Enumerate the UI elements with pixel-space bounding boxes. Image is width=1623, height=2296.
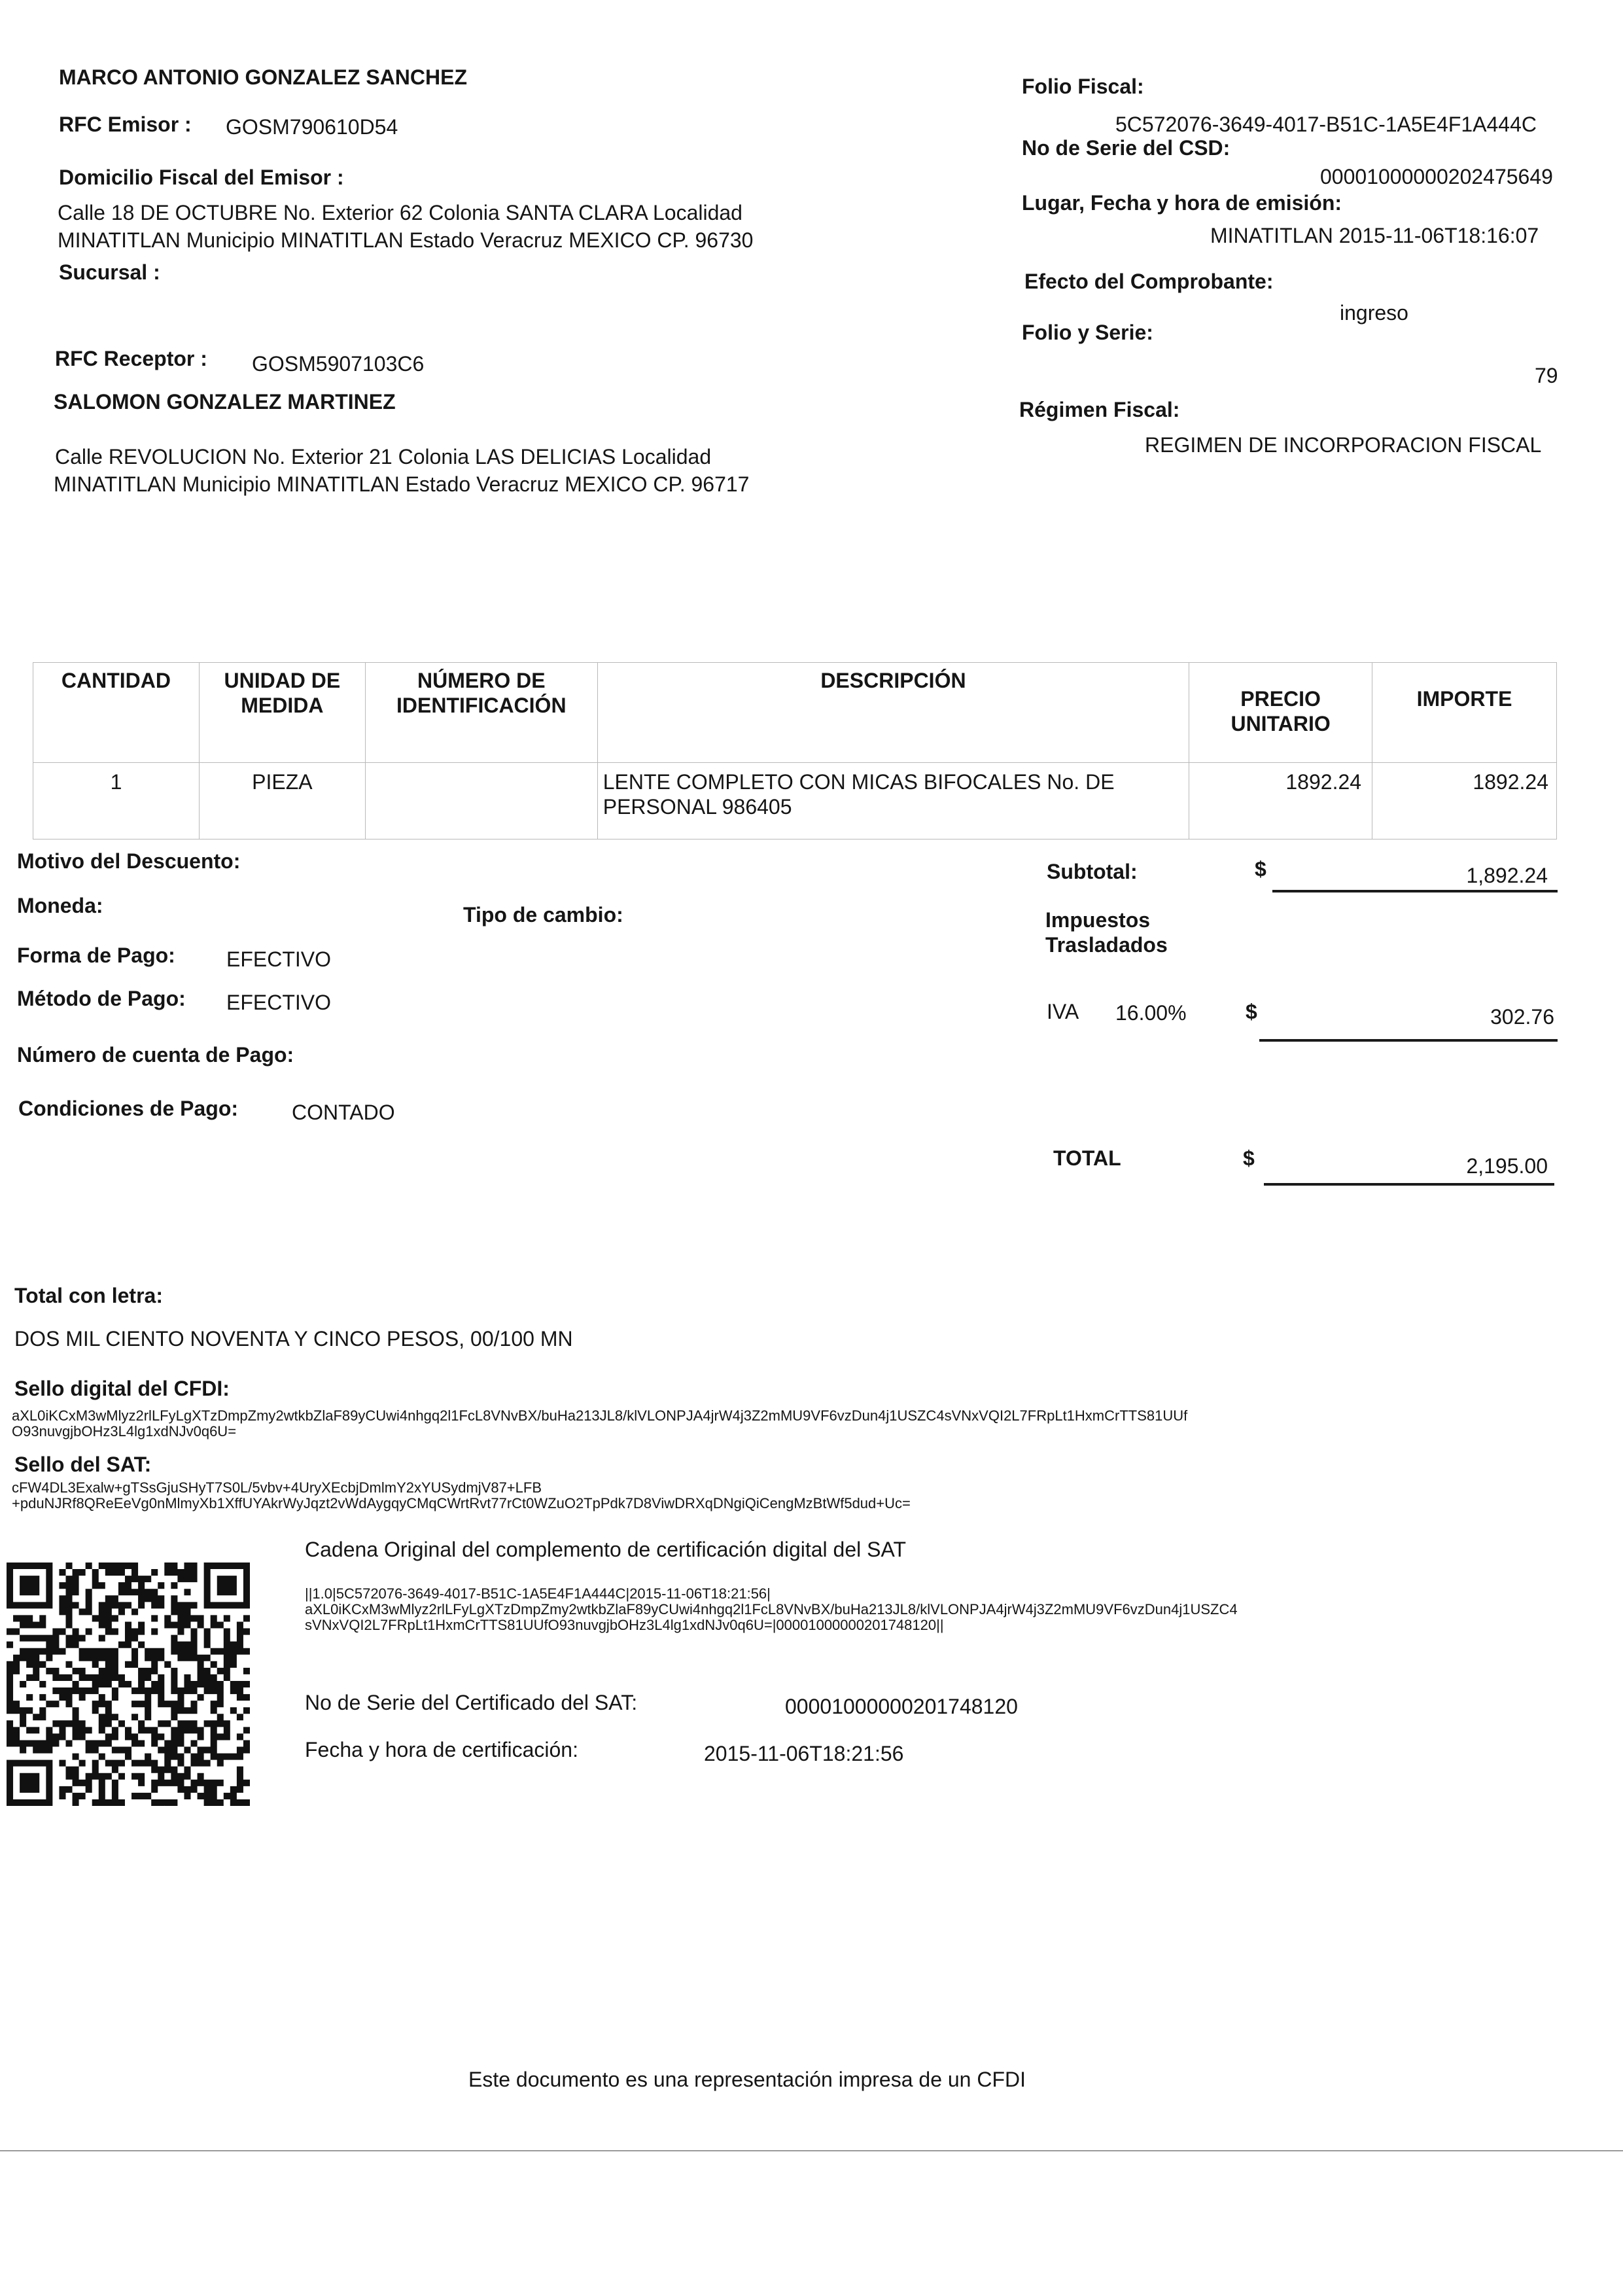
domicilio-emisor-label: Domicilio Fiscal del Emisor : (59, 166, 344, 189)
serie-certificado-sat-label: No de Serie del Certificado del SAT: (305, 1691, 638, 1714)
header-cantidad: CANTIDAD (33, 663, 200, 763)
subtotal-value: 1,892.24 (1466, 864, 1548, 887)
lugar-fecha-label: Lugar, Fecha y hora de emisión: (1022, 191, 1342, 215)
total-underline (1264, 1183, 1554, 1186)
rfc-receptor-value: GOSM5907103C6 (252, 352, 425, 376)
cell-numero (365, 763, 597, 839)
efecto-label: Efecto del Comprobante: (1024, 270, 1274, 293)
rfc-receptor-label: RFC Receptor : (55, 347, 207, 370)
emisor-nombre: MARCO ANTONIO GONZALEZ SANCHEZ (59, 65, 467, 89)
header-precio: PRECIO UNITARIO (1189, 663, 1372, 763)
condiciones-pago-label: Condiciones de Pago: (18, 1097, 239, 1120)
regimen-value: REGIMEN DE INCORPORACION FISCAL (1145, 433, 1542, 457)
serie-certificado-sat-value: 00001000000201748120 (785, 1695, 1018, 1718)
descripcion-line1: LENTE COMPLETO CON MICAS BIFOCALES No. DE (602, 770, 1115, 794)
total-label: TOTAL (1053, 1146, 1121, 1170)
folio-fiscal-value: 5C572076-3649-4017-B51C-1A5E4F1A444C (1115, 113, 1537, 136)
table-row (33, 763, 1557, 839)
descripcion-line2: PERSONAL 986405 (602, 795, 792, 819)
folio-serie-value: 79 (1535, 364, 1558, 387)
sello-sat-line1: cFW4DL3Exalw+gTSsGjuSHyT7S0L/5vbv+4UryXEcbjDmlmY2xYUSydmjV87+LFB (12, 1479, 542, 1496)
cell-precio: 1892.24 (1189, 763, 1372, 839)
cadena-line2: aXL0iKCxM3wMlyz2rlLFyLgXTzDmpZmy2wtkbZlaF89yCUwi4nhgq2l1FcL8VNvBX/buHa213JL8/klVLONPJA4jrW4j3Z2mMU9VF6vzDun4j1USZC4 (305, 1601, 1238, 1617)
iva-label: IVA (1047, 1000, 1079, 1023)
tipo-cambio-label: Tipo de cambio: (463, 903, 623, 927)
folio-serie-label: Folio y Serie: (1022, 321, 1153, 344)
metodo-pago-value: EFECTIVO (226, 991, 332, 1014)
folio-fiscal-label: Folio Fiscal: (1022, 75, 1144, 98)
regimen-label: Régimen Fiscal: (1019, 398, 1180, 421)
total-currency: $ (1243, 1146, 1255, 1170)
condiciones-pago-value: CONTADO (292, 1101, 395, 1124)
efecto-value: ingreso (1340, 301, 1408, 325)
sello-cfdi-line2: O93nuvgjbOHz3L4lg1xdNJv0q6U= (12, 1423, 237, 1439)
items-table (33, 662, 1557, 839)
page-bottom-rule (0, 2150, 1623, 2151)
iva-currency: $ (1246, 1000, 1257, 1023)
domicilio-emisor-line2: MINATITLAN Municipio MINATITLAN Estado Veracruz MEXICO CP. 96730 (58, 228, 754, 252)
rfc-emisor-label: RFC Emisor : (59, 113, 192, 136)
lugar-fecha-value: MINATITLAN 2015-11-06T18:16:07 (1210, 224, 1539, 247)
sello-cfdi-label: Sello digital del CFDI: (14, 1377, 230, 1400)
iva-underline (1259, 1039, 1558, 1042)
impuestos-label-1: Impuestos (1045, 908, 1151, 932)
cell-cantidad: 1 (33, 763, 200, 839)
rfc-emisor-value: GOSM790610D54 (226, 115, 398, 139)
subtotal-underline (1272, 890, 1558, 892)
header-numero: NÚMERO DE IDENTIFICACIÓN (365, 663, 597, 763)
table-header-row (33, 663, 1557, 763)
header-importe: IMPORTE (1372, 663, 1557, 763)
sello-cfdi-line1: aXL0iKCxM3wMlyz2rlLFyLgXTzDmpZmy2wtkbZlaF89yCUwi4nhgq2l1FcL8VNvBX/buHa213JL8/klVLONPJA4jrW4j3Z2mMU9VF6vzDun4j1USZC4sVNxVQI2L7FRpLt1HxmCrTTS81UUf (12, 1407, 1188, 1424)
domicilio-receptor-line2: MINATITLAN Municipio MINATITLAN Estado Veracruz MEXICO CP. 96717 (54, 472, 750, 496)
subtotal-label: Subtotal: (1047, 860, 1138, 883)
fecha-certificacion-label: Fecha y hora de certificación: (305, 1738, 578, 1761)
moneda-label: Moneda: (17, 894, 103, 917)
total-letra-value: DOS MIL CIENTO NOVENTA Y CINCO PESOS, 00/100 MN (14, 1327, 573, 1351)
header-unidad: UNIDAD DE MEDIDA (199, 663, 365, 763)
cadena-line3: sVNxVQI2L7FRpLt1HxmCrTTS81UUfO93nuvgjbOHz3L4lg1xdNJv0q6U=|00001000000201748120|| (305, 1617, 944, 1633)
sello-sat-label: Sello del SAT: (14, 1453, 152, 1476)
total-value: 2,195.00 (1466, 1154, 1548, 1178)
subtotal-currency: $ (1255, 857, 1266, 881)
iva-value: 302.76 (1490, 1005, 1554, 1029)
fecha-certificacion-value: 2015-11-06T18:21:56 (704, 1742, 904, 1765)
forma-pago-value: EFECTIVO (226, 947, 332, 971)
cell-unidad: PIEZA (199, 763, 365, 839)
footer-note: Este documento es una representación impresa de un CFDI (468, 2068, 1026, 2091)
sucursal-label: Sucursal : (59, 260, 160, 284)
iva-rate: 16.00% (1115, 1001, 1187, 1025)
domicilio-emisor-line1: Calle 18 DE OCTUBRE No. Exterior 62 Colonia SANTA CLARA Localidad (58, 201, 742, 224)
cell-importe: 1892.24 (1372, 763, 1557, 839)
cell-descripcion (597, 763, 1189, 839)
total-letra-label: Total con letra: (14, 1284, 163, 1307)
sello-sat-line2: +pduNJRf8QReEeVg0nMlmyXb1XffUYAkrWyJqzt2vWdAygqyCMqCWrtRvt77rCt0WZuO2TpPdk7D8ViwDRXqDNgiQiCengMzBtWf5dud+Uc= (12, 1495, 911, 1511)
serie-csd-label: No de Serie del CSD: (1022, 136, 1230, 160)
header-descripcion: DESCRIPCIÓN (597, 663, 1189, 763)
domicilio-receptor-line1: Calle REVOLUCION No. Exterior 21 Colonia LAS DELICIAS Localidad (55, 445, 712, 468)
serie-csd-value: 00001000000202475649 (1320, 165, 1553, 188)
motivo-descuento-label: Motivo del Descuento: (17, 849, 241, 873)
metodo-pago-label: Método de Pago: (17, 987, 186, 1010)
cadena-line1: ||1.0|5C572076-3649-4017-B51C-1A5E4F1A444C|2015-11-06T18:21:56| (305, 1585, 771, 1602)
forma-pago-label: Forma de Pago: (17, 944, 175, 967)
cuenta-pago-label: Número de cuenta de Pago: (17, 1043, 294, 1067)
qr-code-image (7, 1563, 250, 1806)
cadena-original-label: Cadena Original del complemento de certificación digital del SAT (305, 1538, 906, 1561)
receptor-nombre: SALOMON GONZALEZ MARTINEZ (54, 390, 396, 414)
impuestos-label-2: Trasladados (1045, 933, 1168, 957)
